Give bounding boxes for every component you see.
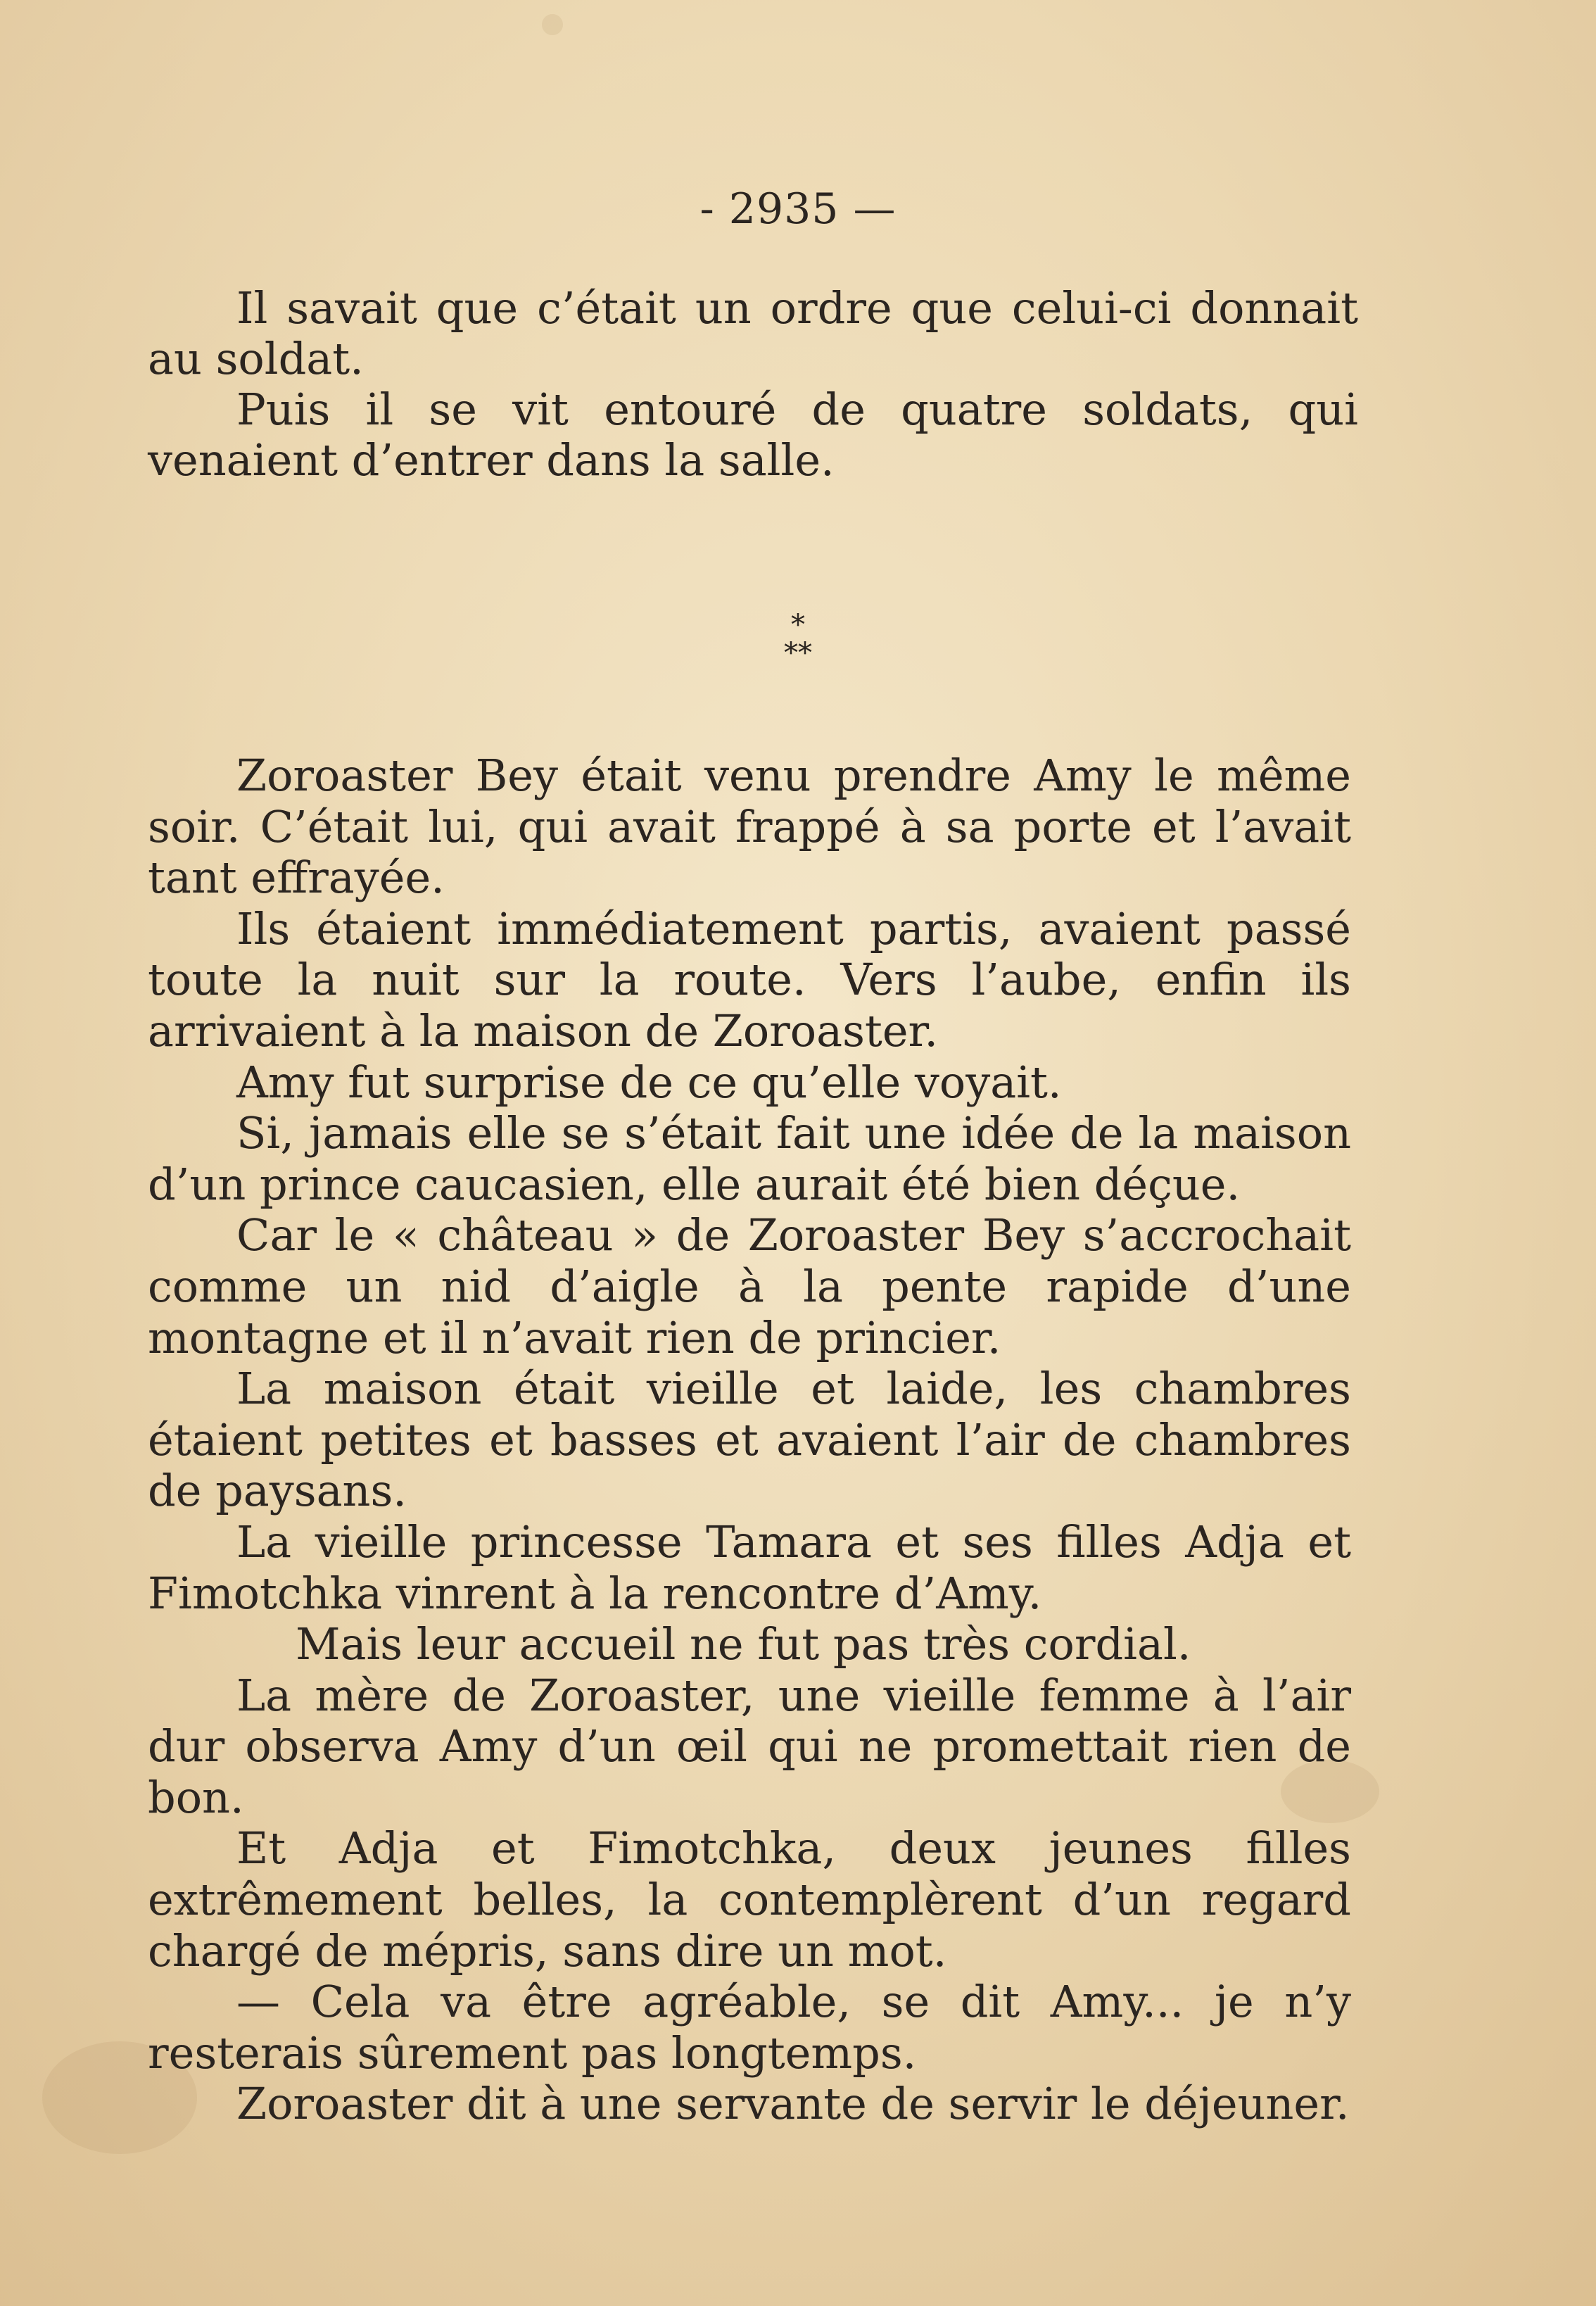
asterism-top: *: [791, 609, 805, 641]
paragraph: Amy fut surprise de ce qu’elle voyait.: [236, 1056, 1062, 1108]
paper-stain: [542, 14, 563, 35]
asterism-bottom: **: [784, 637, 812, 669]
paragraph: Mais leur accueil ne fut pas très cordial.: [296, 1618, 1191, 1670]
paragraph: Zoroaster dit à une servante de servir le déjeuner.: [236, 2078, 1350, 2130]
paragraph: La maison était vieille et laide, les chambres étaient petites et basses et avaient l’air de chambres de paysans.: [148, 1363, 1351, 1517]
page-number: - 2935 —: [699, 184, 897, 234]
paragraph: Il savait que c’était un ordre que celui-ci donnait au soldat.: [148, 282, 1358, 384]
section-1-text: [148, 283, 1358, 486]
paragraph: La mère de Zoroaster, une vieille femme à l’air dur observa Amy d’un œil qui ne promettait rien de bon.: [148, 1669, 1351, 1823]
paragraph: Si, jamais elle se s’était fait une idée de la maison d’un prince caucasien, elle aurait été bien déçue.: [148, 1107, 1351, 1210]
paragraph: Zoroaster Bey était venu prendre Amy le même soir. C’était lui, qui avait frappé à sa porte et l’avait tant effrayée.: [148, 750, 1351, 904]
paragraph: Ils étaient immédiatement partis, avaient passé toute la nuit sur la route. Vers l’aube, enfin ils arrivaient à la maison de Zoroaster.: [148, 902, 1351, 1057]
paragraph: La vieille princesse Tamara et ses filles Adja et Fimotchka vinrent à la rencontre d’Amy.: [148, 1516, 1351, 1619]
paragraph: Car le « château » de Zoroaster Bey s’accrochait comme un nid d’aigle à la pente rapide d’une montagne et il n’avait rien de princier.: [148, 1209, 1351, 1363]
section-2-text: [148, 750, 1351, 2130]
paragraph: Puis il se vit entouré de quatre soldats, qui venaient d’entrer dans la salle.: [148, 384, 1358, 486]
paragraph: Et Adja et Fimotchka, deux jeunes filles extrêmement belles, la contemplèrent d’un regard chargé de mépris, sans dire un mot.: [148, 1822, 1351, 1977]
paragraph: — Cela va être agréable, se dit Amy... je n’y resterais sûrement pas longtemps.: [148, 1976, 1351, 2079]
section-separator-asterism: [0, 611, 1596, 667]
